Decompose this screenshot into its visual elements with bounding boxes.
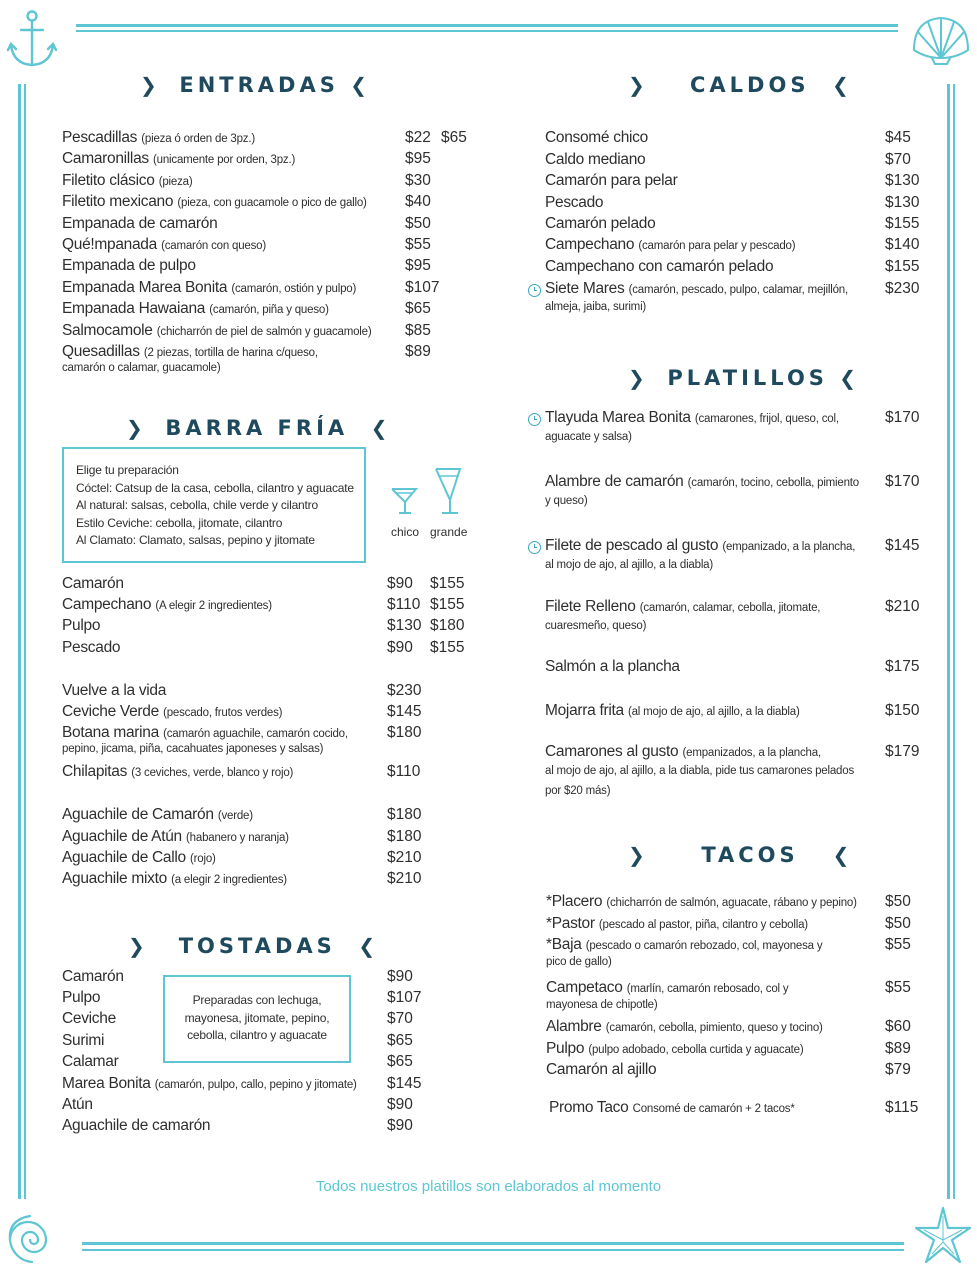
menu-item-price: $90 (387, 1096, 413, 1113)
menu-item-name: Pulpo (62, 617, 101, 634)
menu-item-name: Chilapitas (62, 763, 128, 780)
menu-item-name: Camarones al gusto (545, 743, 679, 760)
menu-item-description: (verde) (217, 810, 253, 822)
menu-item (545, 258, 773, 276)
menu-item-name: Siete Mares (545, 280, 625, 297)
menu-item (546, 979, 788, 997)
menu-item-name: Empanada de camarón (62, 215, 218, 232)
promo-taco (549, 1099, 795, 1117)
menu-item-price-large: $155 (430, 639, 465, 656)
top-border-line-inner (76, 30, 898, 32)
menu-item-name: Salmón a la plancha (545, 658, 680, 675)
menu-item-price: $50 (885, 915, 911, 932)
menu-item-price: $45 (885, 129, 911, 146)
menu-item (62, 1032, 104, 1050)
menu-item-price: $40 (405, 193, 431, 210)
menu-item-name: Atún (62, 1096, 93, 1113)
menu-item-name: Ceviche (62, 1010, 116, 1027)
menu-item-price: $180 (387, 724, 422, 741)
menu-item-description: (camarón para pelar y pescado) (638, 240, 796, 252)
menu-item-description: (camarón, cebolla, pimiento, queso y tocino) (605, 1022, 823, 1034)
menu-item-price: $90 (387, 639, 413, 656)
menu-item (545, 280, 848, 298)
menu-item-price: $65 (387, 1032, 413, 1049)
menu-item-description: (unicamente por orden, 3pz.) (153, 154, 296, 166)
menu-item-price: $107 (387, 989, 422, 1006)
menu-item (545, 473, 859, 491)
menu-item-description: (empanizado, a la plancha, (722, 541, 856, 553)
tostadas-note (165, 992, 349, 1045)
menu-item-description: al mojo de ajo, al ajillo, a la diabla) (545, 559, 713, 571)
menu-item-name: Pulpo (62, 989, 101, 1006)
anchor-icon (6, 8, 58, 70)
menu-item-description: (pieza ó orden de 3pz.) (141, 133, 255, 145)
menu-item-name: Qué!mpanada (62, 236, 157, 253)
menu-item-description: (habanero y naranja) (186, 832, 289, 844)
menu-item (62, 575, 124, 593)
menu-item-price: $95 (405, 150, 431, 167)
section-title-entradas: ❯ ENTRADAS ❮ (140, 73, 367, 97)
menu-item (546, 893, 857, 911)
menu-item-price: $95 (405, 257, 431, 274)
menu-item-name: Filetito mexicano (62, 193, 174, 210)
menu-item-name: Alambre (546, 1018, 602, 1035)
menu-item (62, 257, 196, 275)
right-border-line (947, 84, 950, 1199)
menu-item-name: Campechano (62, 596, 152, 613)
menu-item (62, 215, 217, 233)
menu-item (546, 1061, 656, 1079)
menu-item-name: Aguachile de Atún (62, 828, 182, 845)
section-title-caldos: ❯ CALDOS ❮ (628, 73, 849, 97)
menu-item (546, 1018, 823, 1036)
menu-item (62, 279, 356, 297)
menu-item-description: (pieza, con guacamole o pico de gallo) (177, 197, 367, 209)
menu-item-description: (camarón, tocino, cebolla, pimiento (687, 477, 859, 489)
menu-item-name: Empanada Marea Bonita (62, 279, 228, 296)
menu-item-description: (3 ceviches, verde, blanco y rojo) (131, 767, 294, 779)
menu-item-name: Pulpo (546, 1040, 585, 1057)
menu-item-description: (empanizados, a la plancha, (682, 747, 821, 759)
menu-item (546, 1040, 804, 1058)
top-border-line (76, 24, 898, 27)
menu-item-description: almeja, jaiba, surimi) (545, 301, 647, 313)
menu-item-description: (rojo) (190, 853, 216, 865)
menu-item (62, 129, 255, 147)
menu-item (545, 658, 680, 676)
menu-item-name: Empanada de pulpo (62, 257, 196, 274)
footer-note: Todos nuestros platillos son elaborados al momento (315, 1178, 662, 1195)
bottom-border-line (82, 1242, 904, 1245)
menu-item (62, 724, 348, 742)
snail-shell-icon (4, 1210, 64, 1268)
menu-item-description: (camarón, ostión y pulpo) (231, 283, 357, 295)
menu-item-name: Pescado (545, 194, 604, 211)
menu-item-price: $65 (405, 300, 431, 317)
tostadas-note-line: Preparadas con lechuga, (192, 993, 322, 1007)
menu-item-price: $30 (405, 172, 431, 189)
tostadas-note-line: cebolla, cilantro y aguacate (187, 1028, 327, 1042)
menu-item-name: Consomé chico (545, 129, 648, 146)
menu-item-description: (pulpo adobado, cebolla curtida y aguacate) (588, 1044, 804, 1056)
size-label-chico: chico (391, 525, 420, 539)
chevron-right-icon: ❯ (628, 366, 645, 390)
menu-item-description: aguacate y salsa) (545, 431, 632, 443)
menu-item-name: Marea Bonita (62, 1075, 151, 1092)
menu-item (62, 1053, 118, 1071)
menu-item-price: $179 (885, 743, 920, 760)
chevron-left-icon: ❮ (370, 416, 388, 440)
menu-item-price-large: $65 (441, 129, 467, 146)
menu-item-description: (camarón aguachile, camarón cocido, (163, 728, 348, 740)
menu-item-price: $170 (885, 473, 920, 490)
menu-item-price: $110 (387, 596, 421, 613)
menu-item-price: $110 (387, 763, 421, 780)
menu-item (545, 409, 839, 427)
menu-item-price: $55 (885, 979, 911, 996)
menu-item-description: pepino, jicama, piña, cacahuates japoneses y salsas) (62, 743, 324, 755)
preparation-option: Al natural: salsas, cebolla, chile verde y cilantro (76, 498, 318, 512)
menu-item-price: $70 (885, 151, 911, 168)
menu-item-description: (chicharrón de salmón, aguacate, rábano y pepino) (606, 897, 857, 909)
right-border-line-inner (953, 84, 955, 1199)
menu-item-price-large: $155 (430, 575, 465, 592)
menu-item-price: $60 (885, 1018, 911, 1035)
menu-item (62, 300, 329, 318)
menu-item-price: $79 (885, 1061, 911, 1078)
menu-item-name: Camarón para pelar (545, 172, 678, 189)
menu-item-name: Tlayuda Marea Bonita (545, 409, 691, 426)
chevron-left-icon: ❮ (358, 934, 376, 958)
menu-item-name: *Placero (546, 893, 603, 910)
menu-item-name: Pescado (62, 639, 121, 656)
menu-item (62, 682, 166, 700)
menu-item (545, 537, 855, 555)
menu-item-name: Filetito clásico (62, 172, 155, 189)
menu-item-name: Vuelve a la vida (62, 682, 167, 699)
menu-item-name: Campetaco (546, 979, 623, 996)
chevron-left-icon: ❮ (839, 366, 856, 390)
preparation-options (76, 462, 354, 550)
menu-item-price: $150 (885, 702, 920, 719)
cocktail-glass-icon (389, 486, 419, 516)
menu-item (545, 129, 648, 147)
menu-item-name: Aguachile de Camarón (62, 806, 214, 823)
menu-item (62, 639, 120, 657)
menu-item-price: $230 (387, 682, 422, 699)
menu-item-name: Filete de pescado al gusto (545, 537, 719, 554)
menu-item-description: (camarón, pescado, pulpo, calamar, mejillón, (628, 284, 848, 296)
menu-item-price: $210 (885, 598, 920, 615)
menu-item-name: Salmocamole (62, 322, 153, 339)
menu-item-description: (camarón, piña y queso) (209, 304, 329, 316)
menu-item-description: (pescado o camarón rebozado, col, mayonesa y (585, 940, 823, 952)
menu-item (545, 702, 800, 720)
chevron-right-icon: ❯ (126, 416, 143, 440)
menu-item-name: Empanada Hawaiana (62, 300, 206, 317)
menu-item-price: $145 (387, 703, 422, 720)
menu-item (545, 236, 795, 254)
menu-item-price: $55 (885, 936, 911, 953)
menu-item (62, 1117, 210, 1135)
menu-item-price: $90 (387, 1117, 413, 1134)
menu-item-description: cuaresmeño, queso) (545, 620, 647, 632)
section-title-platillos: ❯ PLATILLOS ❮ (628, 366, 856, 390)
menu-item-price: $90 (387, 968, 413, 985)
menu-item-description: (al mojo de ajo, al ajillo, a la diabla) (627, 706, 800, 718)
menu-item-name: Alambre de camarón (545, 473, 684, 490)
menu-item-name: *Baja (546, 936, 582, 953)
menu-item-name: Quesadillas (62, 343, 140, 360)
promo-description: Consomé de camarón + 2 tacos* (632, 1103, 795, 1115)
chevron-right-icon: ❯ (628, 843, 645, 867)
menu-item-name: Aguachile de Callo (62, 849, 186, 866)
menu-item-name: Camarón pelado (545, 215, 656, 232)
menu-item-name: Camaronillas (62, 150, 149, 167)
menu-item (62, 968, 124, 986)
size-label-grande: grande (430, 525, 468, 539)
menu-item (62, 849, 216, 867)
menu-item-price: $50 (405, 215, 431, 232)
menu-item-price: $155 (885, 258, 920, 275)
menu-item-price: $89 (405, 343, 431, 360)
menu-item-name: Camarón al ajillo (546, 1061, 657, 1078)
menu-item (545, 194, 603, 212)
starfish-icon (912, 1204, 974, 1266)
menu-item (62, 989, 100, 1007)
chevron-right-icon: ❯ (628, 73, 645, 97)
section-title-tostadas: ❯ TOSTADAS ❮ (128, 934, 376, 958)
menu-item (62, 870, 287, 888)
menu-item-price: $210 (387, 870, 422, 887)
menu-item (62, 763, 293, 781)
menu-item-description: por $20 más) (545, 785, 611, 797)
menu-item-price: $180 (387, 806, 422, 823)
menu-item-description: (marlín, camarón rebosado, col y (626, 983, 789, 995)
menu-item-price: $55 (405, 236, 431, 253)
chevron-right-icon: ❯ (140, 73, 157, 97)
menu-item-name: Mojarra frita (545, 702, 624, 719)
menu-item (545, 172, 677, 190)
menu-item (546, 915, 808, 933)
clock-icon (528, 413, 541, 426)
menu-item-name: Pescadillas (62, 129, 138, 146)
menu-item-description: (camarones, frijol, queso, col, (694, 413, 839, 425)
menu-item-description: (camarón con queso) (161, 240, 266, 252)
menu-item-price: $170 (885, 409, 920, 426)
menu-item-description: (pieza) (158, 176, 193, 188)
menu-item (62, 343, 318, 361)
promo-price: $115 (885, 1099, 919, 1116)
menu-item-description: al mojo de ajo, al ajillo, a la diabla, pide tus camarones pelados (545, 765, 854, 777)
menu-item-description: pico de gallo) (546, 956, 612, 968)
menu-item-name: Campechano con camarón pelado (545, 258, 774, 275)
seashell-icon (910, 14, 972, 66)
menu-item (62, 596, 272, 614)
menu-item-price: $130 (885, 194, 920, 211)
menu-item-description: camarón o calamar, guacamole) (62, 362, 221, 374)
menu-item (62, 1010, 116, 1028)
menu-item-description: (2 piezas, tortilla de harina c/queso, (143, 347, 318, 359)
tostadas-note-line: mayonesa, jitomate, pepino, (184, 1010, 330, 1025)
menu-item (62, 806, 253, 824)
menu-item (545, 215, 655, 233)
menu-item-name: Surimi (62, 1032, 105, 1049)
menu-item (62, 703, 282, 721)
menu-item-name: Botana marina (62, 724, 159, 741)
menu-item-price: $65 (387, 1053, 413, 1070)
menu-item-price: $70 (387, 1010, 413, 1027)
menu-item-price-large: $180 (430, 617, 465, 634)
menu-item-price: $85 (405, 322, 431, 339)
menu-item (62, 617, 100, 635)
menu-item (62, 1075, 357, 1093)
menu-item-price: $175 (885, 658, 920, 675)
menu-item-price: $22 (405, 129, 431, 146)
menu-item-price: $145 (885, 537, 920, 554)
section-title-barra-fria: ❯ BARRA FRÍA ❮ (126, 416, 388, 440)
menu-item (62, 172, 192, 190)
menu-item-description: (A elegir 2 ingredientes) (155, 600, 272, 612)
menu-item-price: $145 (387, 1075, 422, 1092)
promo-name: Promo Taco (549, 1099, 629, 1116)
chevron-right-icon: ❯ (128, 934, 145, 958)
menu-item (62, 828, 289, 846)
menu-item-price: $107 (405, 279, 440, 296)
clock-icon (528, 284, 541, 297)
menu-item-name: *Pastor (546, 915, 595, 932)
menu-item-name: Camarón (62, 575, 124, 592)
menu-item-name: Aguachile de camarón (62, 1117, 211, 1134)
menu-item-price-large: $155 (430, 596, 465, 613)
menu-item-description: (pescado al pastor, piña, cilantro y cebolla) (598, 919, 808, 931)
chevron-left-icon: ❮ (832, 843, 850, 867)
menu-item (545, 598, 820, 616)
menu-item-price: $89 (885, 1040, 911, 1057)
cocktail-glass-icon (433, 466, 463, 516)
left-border-line (18, 84, 21, 1199)
tostadas-note-box (163, 975, 351, 1063)
menu-item-description: (camarón, calamar, cebolla, jitomate, (639, 602, 821, 614)
menu-item-description: mayonesa de chipotle) (546, 999, 658, 1011)
chevron-left-icon: ❮ (832, 73, 849, 97)
menu-item-name: Aguachile mixto (62, 870, 167, 887)
clock-icon (528, 541, 541, 554)
menu-item-name: Calamar (62, 1053, 119, 1070)
menu-item-name: Campechano (545, 236, 635, 253)
menu-item-price: $180 (387, 828, 422, 845)
menu-item-name: Filete Relleno (545, 598, 636, 615)
menu-item (545, 743, 821, 761)
preparation-box (62, 447, 366, 563)
menu-item-price: $155 (885, 215, 920, 232)
menu-item-description: (pescado, frutos verdes) (163, 707, 283, 719)
menu-item (546, 936, 822, 954)
preparation-option: Al Clamato: Clamato, salsas, pepino y jitomate (76, 533, 315, 547)
menu-item-price: $230 (885, 280, 920, 297)
menu-item (62, 322, 371, 340)
menu-item (545, 151, 645, 169)
menu-item-name: Camarón (62, 968, 124, 985)
preparation-option: Elige tu preparación (76, 463, 179, 477)
section-title-tacos: ❯ TACOS ❮ (628, 843, 850, 867)
menu-item-price: $90 (387, 575, 413, 592)
preparation-option: Estilo Ceviche: cebolla, jitomate, cilantro (76, 515, 283, 530)
menu-item-price: $140 (885, 236, 920, 253)
menu-item-description: (a elegir 2 ingredientes) (171, 874, 287, 886)
menu-item-description: (chicharrón de piel de salmón y guacamole) (156, 326, 372, 338)
menu-item (62, 193, 367, 211)
bottom-border-line-inner (82, 1249, 904, 1251)
menu-item-price: $50 (885, 893, 911, 910)
menu-item (62, 1096, 93, 1114)
menu-item-price: $130 (387, 617, 422, 634)
preparation-option: Cóctel: Catsup de la casa, cebolla, cilantro y aguacate (76, 480, 354, 495)
menu-item-name: Ceviche Verde (62, 703, 159, 720)
menu-item-description: y queso) (545, 495, 588, 507)
chevron-left-icon: ❮ (350, 73, 367, 97)
menu-item-description: (camarón, pulpo, callo, pepino y jitomate) (154, 1079, 357, 1091)
menu-item-price: $210 (387, 849, 422, 866)
menu-item-price: $130 (885, 172, 920, 189)
menu-item (62, 150, 295, 168)
menu-item-name: Caldo mediano (545, 151, 646, 168)
menu-item (62, 236, 266, 254)
left-border-line-inner (24, 84, 26, 1199)
